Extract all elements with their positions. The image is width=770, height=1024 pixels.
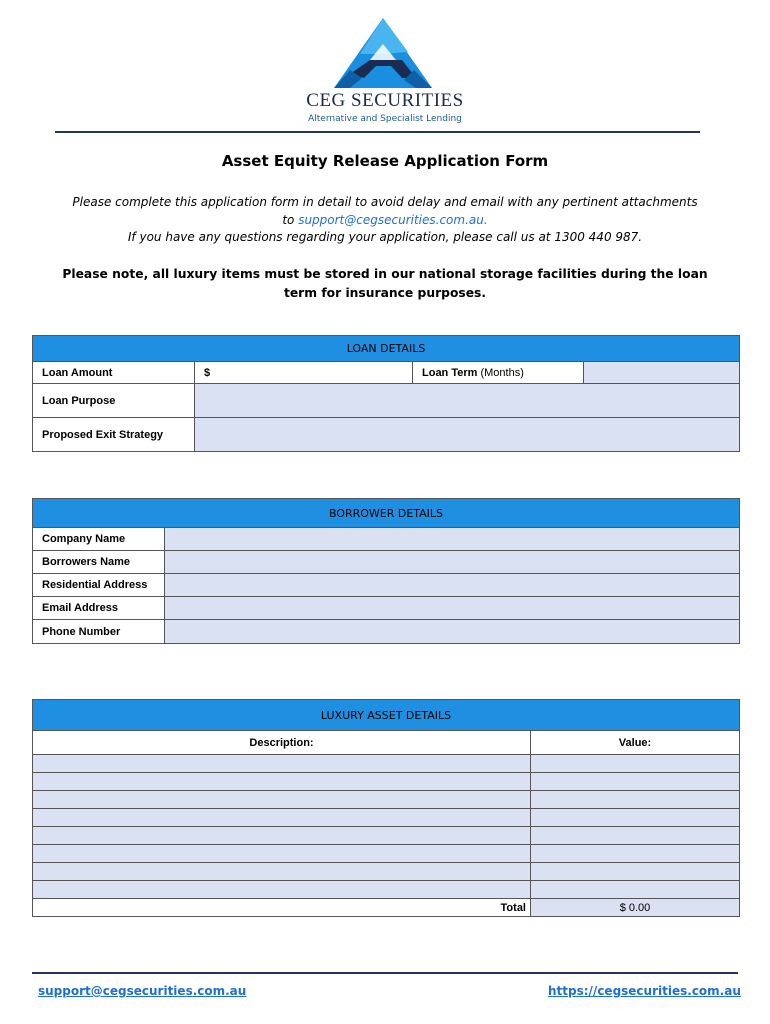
header-divider bbox=[55, 131, 700, 133]
exit-strategy-label: Proposed Exit Strategy bbox=[33, 418, 195, 452]
asset-description-field[interactable] bbox=[33, 755, 531, 773]
residential-address-label: Residential Address bbox=[33, 574, 165, 597]
borrower-details-header: BORROWER DETAILS bbox=[33, 499, 740, 528]
value-column-header: Value: bbox=[531, 731, 740, 755]
loan-details-header: LOAN DETAILS bbox=[33, 336, 740, 362]
asset-value-field[interactable] bbox=[531, 791, 740, 809]
loan-purpose-label: Loan Purpose bbox=[33, 384, 195, 418]
company-name-label: Company Name bbox=[33, 528, 165, 551]
email-address-label: Email Address bbox=[33, 597, 165, 620]
asset-description-field[interactable] bbox=[33, 863, 531, 881]
brand-tagline: Alternative and Specialist Lending bbox=[308, 114, 462, 124]
intro-line-3: If you have any questions regarding your application, please call us at 1300 440 987. bbox=[127, 230, 643, 244]
asset-description-field[interactable] bbox=[33, 881, 531, 899]
total-label: Total bbox=[33, 899, 531, 917]
asset-value-field[interactable] bbox=[531, 773, 740, 791]
loan-details-table bbox=[32, 335, 740, 452]
intro-email-link[interactable]: support@cegsecurities.com.au. bbox=[298, 212, 488, 227]
company-logo bbox=[290, 14, 480, 126]
storage-note: Please note, all luxury items must be stored in our national storage facilities during the loan term for insurance purposes. bbox=[62, 267, 708, 300]
brand-name: CEG SECURITIES bbox=[306, 90, 464, 111]
total-value: $ 0.00 bbox=[531, 899, 740, 917]
email-address-field[interactable] bbox=[165, 597, 740, 620]
borrowers-name-field[interactable] bbox=[165, 551, 740, 574]
intro-text bbox=[50, 194, 720, 247]
asset-description-field[interactable] bbox=[33, 809, 531, 827]
description-column-header: Description: bbox=[33, 731, 531, 755]
form-title: Asset Equity Release Application Form bbox=[221, 152, 549, 170]
asset-value-field[interactable] bbox=[531, 863, 740, 881]
asset-value-field[interactable] bbox=[531, 881, 740, 899]
asset-description-field[interactable] bbox=[33, 827, 531, 845]
luxury-asset-header: LUXURY ASSET DETAILS bbox=[33, 700, 740, 731]
asset-description-field[interactable] bbox=[33, 845, 531, 863]
intro-line-1: Please complete this application form in detail to avoid delay and email with any pertinent attachments bbox=[72, 195, 698, 209]
intro-to: to bbox=[282, 212, 299, 227]
logo-mark-icon bbox=[290, 14, 480, 90]
currency-prefix: $ bbox=[204, 366, 211, 379]
loan-amount-label: Loan Amount bbox=[33, 362, 195, 384]
loan-term-field[interactable] bbox=[584, 362, 740, 384]
asset-value-field[interactable] bbox=[531, 845, 740, 863]
loan-amount-field[interactable] bbox=[195, 362, 413, 384]
asset-value-field[interactable] bbox=[531, 809, 740, 827]
intro-line-2 bbox=[50, 212, 720, 230]
footer-email-link[interactable]: support@cegsecurities.com.au bbox=[38, 984, 247, 998]
loan-purpose-field[interactable] bbox=[195, 384, 740, 418]
footer-website-link[interactable]: https://cegsecurities.com.au bbox=[548, 984, 741, 998]
exit-strategy-field[interactable] bbox=[195, 418, 740, 452]
luxury-asset-table bbox=[32, 699, 740, 917]
phone-number-field[interactable] bbox=[165, 620, 740, 644]
asset-description-field[interactable] bbox=[33, 791, 531, 809]
loan-term-unit: (Months) bbox=[480, 366, 524, 379]
borrower-details-table bbox=[32, 498, 740, 644]
company-name-field[interactable] bbox=[165, 528, 740, 551]
residential-address-field[interactable] bbox=[165, 574, 740, 597]
asset-description-field[interactable] bbox=[33, 773, 531, 791]
asset-value-field[interactable] bbox=[531, 755, 740, 773]
borrowers-name-label: Borrowers Name bbox=[33, 551, 165, 574]
footer-divider bbox=[32, 972, 738, 974]
asset-value-field[interactable] bbox=[531, 827, 740, 845]
phone-number-label: Phone Number bbox=[33, 620, 165, 644]
loan-term-label: Loan Term (Months) bbox=[413, 362, 584, 384]
